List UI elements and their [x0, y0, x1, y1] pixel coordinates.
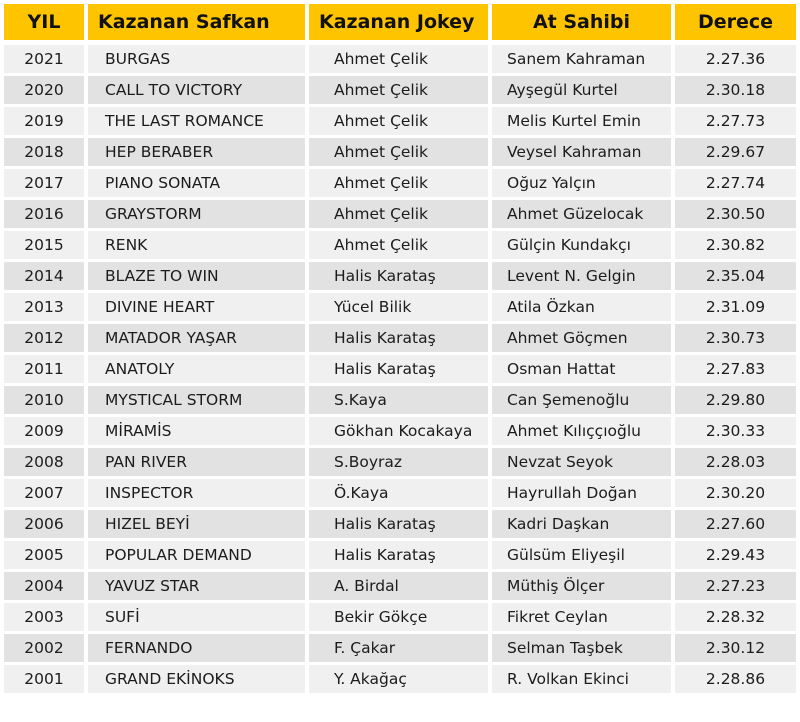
- jockey-cell: Bekir Gökçe: [309, 603, 488, 631]
- jockey-cell: Ahmet Çelik: [309, 76, 488, 104]
- owner-cell: Nevzat Seyok: [492, 448, 671, 476]
- owner-cell: Kadri Daşkan: [492, 510, 671, 538]
- jockey-cell: Ahmet Çelik: [309, 138, 488, 166]
- year-cell: 2001: [4, 665, 84, 693]
- owner-cell: Ahmet Kılıççıoğlu: [492, 417, 671, 445]
- table-row: [0, 200, 800, 228]
- year-cell: 2010: [4, 386, 84, 414]
- table-row: [0, 479, 800, 507]
- header-jockey: Kazanan Jokey: [309, 4, 488, 40]
- year-cell: 2011: [4, 355, 84, 383]
- horse-cell: DIVINE HEART: [88, 293, 305, 321]
- jockey-cell: Ahmet Çelik: [309, 107, 488, 135]
- year-cell: 2013: [4, 293, 84, 321]
- time-cell: 2.30.12: [675, 634, 796, 662]
- year-cell: 2007: [4, 479, 84, 507]
- table-row: [0, 448, 800, 476]
- year-cell: 2005: [4, 541, 84, 569]
- table-row: [0, 76, 800, 104]
- time-cell: 2.30.50: [675, 200, 796, 228]
- owner-cell: R. Volkan Ekinci: [492, 665, 671, 693]
- year-cell: 2020: [4, 76, 84, 104]
- owner-cell: Sanem Kahraman: [492, 45, 671, 73]
- table-row: [0, 138, 800, 166]
- owner-cell: Osman Hattat: [492, 355, 671, 383]
- table-row: [0, 45, 800, 73]
- horse-cell: BURGAS: [88, 45, 305, 73]
- owner-cell: Can Şemenoğlu: [492, 386, 671, 414]
- jockey-cell: Ö.Kaya: [309, 479, 488, 507]
- year-cell: 2009: [4, 417, 84, 445]
- year-cell: 2012: [4, 324, 84, 352]
- jockey-cell: F. Çakar: [309, 634, 488, 662]
- year-cell: 2019: [4, 107, 84, 135]
- horse-cell: INSPECTOR: [88, 479, 305, 507]
- owner-cell: Müthiş Ölçer: [492, 572, 671, 600]
- header-time: Derece: [675, 4, 796, 40]
- horse-cell: PIANO SONATA: [88, 169, 305, 197]
- jockey-cell: Gökhan Kocakaya: [309, 417, 488, 445]
- owner-cell: Veysel Kahraman: [492, 138, 671, 166]
- time-cell: 2.30.20: [675, 479, 796, 507]
- time-cell: 2.28.03: [675, 448, 796, 476]
- table-row: [0, 231, 800, 259]
- year-cell: 2003: [4, 603, 84, 631]
- jockey-cell: Halis Karataş: [309, 510, 488, 538]
- horse-cell: MİRAMİS: [88, 417, 305, 445]
- jockey-cell: Yücel Bilik: [309, 293, 488, 321]
- jockey-cell: S.Boyraz: [309, 448, 488, 476]
- jockey-cell: S.Kaya: [309, 386, 488, 414]
- horse-cell: CALL TO VICTORY: [88, 76, 305, 104]
- horse-cell: YAVUZ STAR: [88, 572, 305, 600]
- jockey-cell: Halis Karataş: [309, 541, 488, 569]
- horse-cell: BLAZE TO WIN: [88, 262, 305, 290]
- table-row: [0, 665, 800, 693]
- year-cell: 2004: [4, 572, 84, 600]
- horse-cell: FERNANDO: [88, 634, 305, 662]
- jockey-cell: Ahmet Çelik: [309, 169, 488, 197]
- year-cell: 2016: [4, 200, 84, 228]
- owner-cell: Melis Kurtel Emin: [492, 107, 671, 135]
- owner-cell: Gülsüm Eliyeşil: [492, 541, 671, 569]
- jockey-cell: Ahmet Çelik: [309, 45, 488, 73]
- table-row: [0, 572, 800, 600]
- jockey-cell: Y. Akağaç: [309, 665, 488, 693]
- owner-cell: Oğuz Yalçın: [492, 169, 671, 197]
- owner-cell: Hayrullah Doğan: [492, 479, 671, 507]
- year-cell: 2006: [4, 510, 84, 538]
- jockey-cell: Halis Karataş: [309, 262, 488, 290]
- year-cell: 2002: [4, 634, 84, 662]
- time-cell: 2.28.32: [675, 603, 796, 631]
- table-row: [0, 355, 800, 383]
- table-row: [0, 541, 800, 569]
- horse-cell: MATADOR YAŞAR: [88, 324, 305, 352]
- horse-cell: HIZEL BEYİ: [88, 510, 305, 538]
- year-cell: 2015: [4, 231, 84, 259]
- table-row: [0, 603, 800, 631]
- table-row: [0, 634, 800, 662]
- table-row: [0, 107, 800, 135]
- horse-cell: RENK: [88, 231, 305, 259]
- jockey-cell: A. Birdal: [309, 572, 488, 600]
- owner-cell: Ahmet Göçmen: [492, 324, 671, 352]
- owner-cell: Levent N. Gelgin: [492, 262, 671, 290]
- owner-cell: Selman Taşbek: [492, 634, 671, 662]
- horse-cell: GRAND EKİNOKS: [88, 665, 305, 693]
- time-cell: 2.27.74: [675, 169, 796, 197]
- owner-cell: Ahmet Güzelocak: [492, 200, 671, 228]
- year-cell: 2021: [4, 45, 84, 73]
- year-cell: 2018: [4, 138, 84, 166]
- time-cell: 2.30.82: [675, 231, 796, 259]
- horse-cell: ANATOLY: [88, 355, 305, 383]
- year-cell: 2014: [4, 262, 84, 290]
- owner-cell: Gülçin Kundakçı: [492, 231, 671, 259]
- year-cell: 2008: [4, 448, 84, 476]
- time-cell: 2.27.36: [675, 45, 796, 73]
- time-cell: 2.28.86: [675, 665, 796, 693]
- time-cell: 2.29.43: [675, 541, 796, 569]
- table-row: [0, 293, 800, 321]
- header-horse: Kazanan Safkan: [88, 4, 305, 40]
- jockey-cell: Ahmet Çelik: [309, 200, 488, 228]
- horse-cell: HEP BERABER: [88, 138, 305, 166]
- owner-cell: Atila Özkan: [492, 293, 671, 321]
- jockey-cell: Halis Karataş: [309, 355, 488, 383]
- time-cell: 2.27.23: [675, 572, 796, 600]
- table-row: [0, 262, 800, 290]
- table-row: [0, 510, 800, 538]
- time-cell: 2.30.73: [675, 324, 796, 352]
- horse-cell: PAN RIVER: [88, 448, 305, 476]
- jockey-cell: Halis Karataş: [309, 324, 488, 352]
- table-row: [0, 324, 800, 352]
- time-cell: 2.30.18: [675, 76, 796, 104]
- owner-cell: Fikret Ceylan: [492, 603, 671, 631]
- horse-cell: GRAYSTORM: [88, 200, 305, 228]
- horse-cell: POPULAR DEMAND: [88, 541, 305, 569]
- year-cell: 2017: [4, 169, 84, 197]
- table-row: [0, 169, 800, 197]
- time-cell: 2.27.73: [675, 107, 796, 135]
- time-cell: 2.29.67: [675, 138, 796, 166]
- time-cell: 2.27.83: [675, 355, 796, 383]
- time-cell: 2.27.60: [675, 510, 796, 538]
- horse-cell: SUFİ: [88, 603, 305, 631]
- owner-cell: Ayşegül Kurtel: [492, 76, 671, 104]
- header-owner: At Sahibi: [492, 4, 671, 40]
- table-row: [0, 386, 800, 414]
- time-cell: 2.30.33: [675, 417, 796, 445]
- header-year: YIL: [4, 4, 84, 40]
- horse-cell: THE LAST ROMANCE: [88, 107, 305, 135]
- time-cell: 2.31.09: [675, 293, 796, 321]
- time-cell: 2.29.80: [675, 386, 796, 414]
- table-row: [0, 417, 800, 445]
- horse-cell: MYSTICAL STORM: [88, 386, 305, 414]
- time-cell: 2.35.04: [675, 262, 796, 290]
- jockey-cell: Ahmet Çelik: [309, 231, 488, 259]
